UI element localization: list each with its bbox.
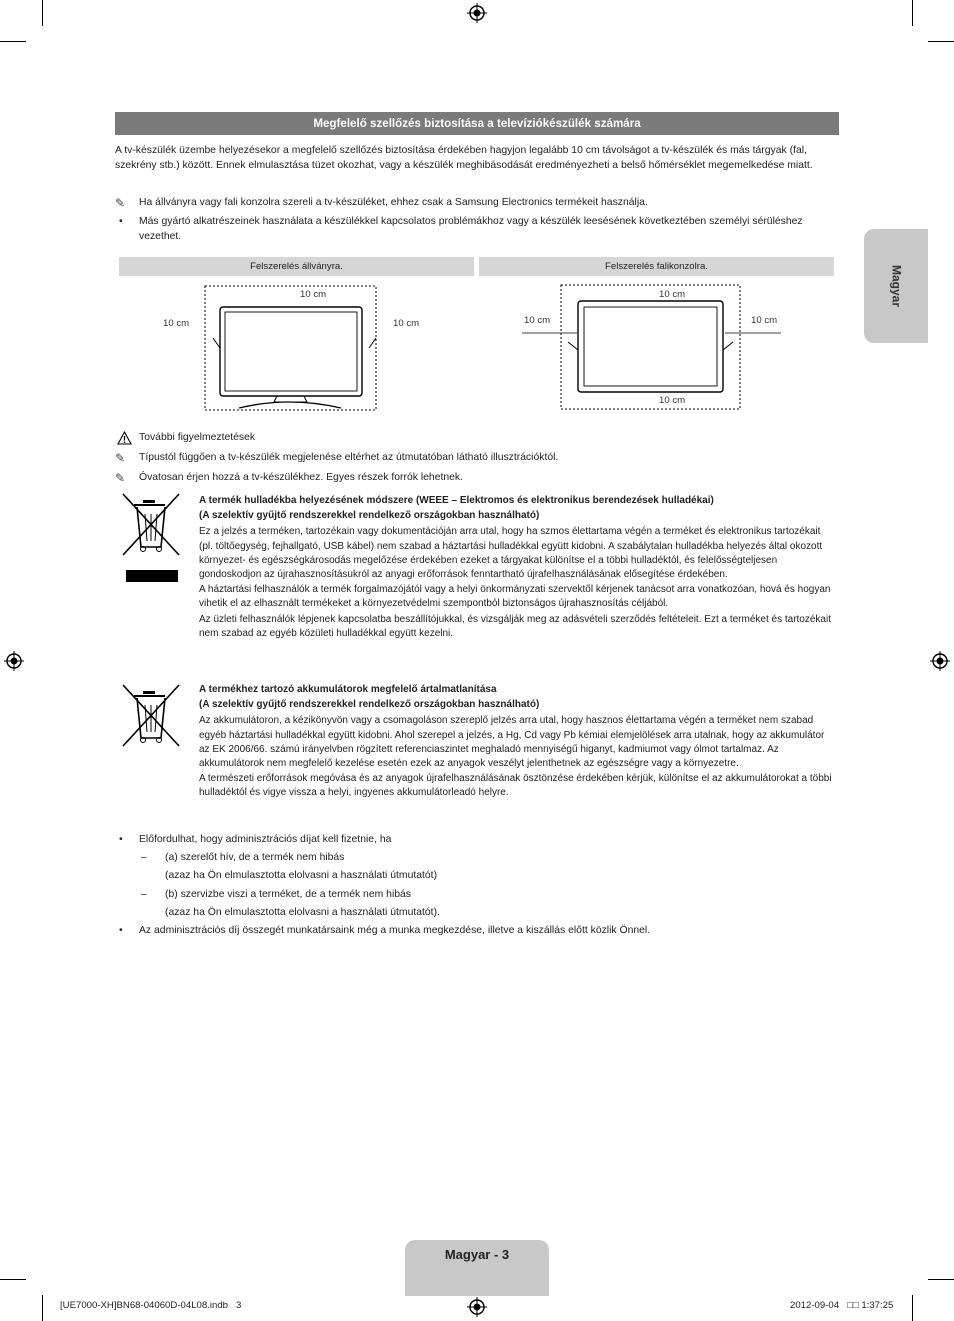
weee-title: A termék hulladékba helyezésének módszere (WEEE – Elektromos és elektronikus berendezések hulladékai) <box>199 495 714 506</box>
registration-mark-icon <box>4 651 24 671</box>
language-tab <box>864 229 928 343</box>
footer-file-name: [UE7000-XH]BN68-04060D-04L08.indb 3 <box>60 1300 242 1311</box>
dim-label-left: 10 cm <box>163 318 190 329</box>
note-icon: ✎ <box>115 196 126 210</box>
battery-subtitle: (A szelektív gyűjtő rendszerekkel rendelkező országokban használható) <box>199 699 540 711</box>
fees-bullet-text: Az adminisztrációs díj összegét munkatársaink még a munka megkezdése, illetve a kiszállás előtt közlik Önnel. <box>139 925 651 936</box>
crossed-out-battery-bin-icon <box>121 683 183 749</box>
page-number-tab <box>405 1240 549 1296</box>
warning-note <box>115 451 835 466</box>
fees-item-text: (azaz ha Ön elmulasztotta elolvasni a használati útmutatót). <box>165 906 440 918</box>
intro-paragraph: A tv-készülék üzembe helyezésekor a megfelelő szellőzés biztosítása érdekében hagyjon legalább 10 cm távolságot a tv-készülék és más tárgyak (fal, szekrény stb.) között. Ennek elmulasztása tüzet okozhat, vagy a készülék meghibásodását eredményezheti a belső hőmérséklet megemelkedése miatt. <box>115 145 813 171</box>
crop-mark <box>912 0 913 26</box>
dim-label-top: 10 cm <box>300 289 327 300</box>
bullet-icon: • <box>119 925 123 936</box>
dim-label-bottom: 10 cm <box>659 395 686 406</box>
bullet-icon: • <box>119 834 123 845</box>
crop-mark <box>0 1279 26 1280</box>
registration-mark-icon <box>467 3 487 23</box>
crop-mark <box>0 41 26 42</box>
wall-figure-label: Felszerelés falikonzolra. <box>479 257 834 276</box>
battery-paragraph: A természeti erőforrások megóvása és az anyagok újrafelhasználásának ösztönzése érdekében kérjük, különítse el az akkumulátorokat a többi hulladéktól és vigye vissza a helyi, ingyenes akkumulátorleadó helyre. <box>199 773 832 799</box>
stand-figure-label: Felszerelés állványra. <box>119 257 474 276</box>
fees-bullet-text: Előfordulhat, hogy adminisztrációs díjat kell fizetnie, ha <box>139 834 392 845</box>
warnings-heading <box>115 431 835 446</box>
intro-note <box>115 196 835 211</box>
wall-mount-diagram <box>479 278 835 412</box>
weee-paragraph: A háztartási felhasználók a termék forgalmazójától vagy a helyi önkormányzati szervektől kérjenek tanácsot arra vonatkozóan, hová és hogyan vihetik el az elhasznált termékeket a környezetvédelmi szempontból biztonságos újrahasznosítás céljából. <box>199 584 831 610</box>
intro-bullet-text: Más gyártó alkatrészeinek használata a készülékkel kapcsolatos problémákhoz vagy a készülék leesésének következtében személyi sérüléshez vezethet. <box>139 216 803 242</box>
footer-datetime: 2012-09-04 □□ 1:37:25 <box>790 1300 894 1311</box>
language-tab-label: Magyar <box>889 264 904 308</box>
battery-title: A termékhez tartozó akkumulátorok megfelelő ártalmatlanítása <box>199 684 497 695</box>
fees-item-text: (b) szervizbe viszi a terméket, de a termék nem hibás <box>165 889 412 900</box>
stand-mount-diagram <box>119 278 475 412</box>
page-number: Magyar - 3 <box>444 1247 510 1262</box>
warning-triangle-icon <box>117 431 132 445</box>
crop-mark <box>928 1279 954 1280</box>
crop-mark <box>42 1295 43 1321</box>
dim-label-left: 10 cm <box>524 315 551 326</box>
fees-item-b <box>141 888 765 920</box>
section-title: Megfelelő szellőzés biztosítása a televíziókészülék számára <box>115 112 839 135</box>
fees-bullet <box>115 833 835 848</box>
registration-mark-icon <box>467 1297 487 1317</box>
weee-section <box>199 494 836 641</box>
warning-note-text: Óvatosan érjen hozzá a tv-készülékhez. Egyes részek forrók lehetnek. <box>139 472 464 483</box>
note-icon: ✎ <box>115 451 126 465</box>
fees-item-text: (a) szerelőt hív, de a termék nem hibás <box>165 852 345 863</box>
warnings-title: További figyelmeztetések <box>139 432 256 443</box>
dash-icon: – <box>141 852 147 863</box>
intro-note-text: Ha állványra vagy fali konzolra szereli a tv-készüléket, ehhez csak a Samsung Electronics termékeit használja. <box>139 197 648 208</box>
dim-label-right: 10 cm <box>751 315 778 326</box>
dash-icon: – <box>141 889 147 900</box>
dim-label-right: 10 cm <box>393 318 420 329</box>
fees-item-a <box>141 851 765 883</box>
crop-mark <box>42 0 43 26</box>
fees-item-text: (azaz ha Ön elmulasztotta elolvasni a használati útmutatót) <box>165 869 438 881</box>
warning-note <box>115 471 835 486</box>
crossed-out-bin-icon <box>121 492 183 586</box>
note-icon: ✎ <box>115 471 126 485</box>
weee-paragraph: Ez a jelzés a terméken, tartozékain vagy dokumentációján arra utal, hogy ha szmos élettartama végén a terméket és elektronikus tartozékait (pl. töltőegység, fejhallgató, USB kábel) nem szabad a háztartási hulladékkal együtt kidobni. A szabálytalan hulladékba helyezés által okozott környezet- és egészségkárosodás megelőzése érdekében ezeket a tárgyakat különítse el a többi hulladéktól, és felelősségteljesen gondoskodjon az újrahasznosításukról az anyagi erőforrások fenntartható újrafelhasználásának elősegítése érdekében. <box>199 526 823 581</box>
battery-paragraph: Az akkumulátoron, a kézikönyvön vagy a csomagoláson szereplő jelzés arra utal, hogy hasznos élettartama végén a terméket nem szabad egyéb háztartási hulladékkal együtt kidobni. Ahol szerepel a jelzés, a Hg, Cd vagy Pb kémiai elemjelölések arra utalnak, hogy az akkumulátor az EK 2006/66. számú irányelvben rögzített referenciaszintet meghaladó mennyiségű higanyt, kadmiumot vagy ólmot tartalmaz. Az akkumulátorok nem megfelelő kezelése esetén ezek az anyagok veszélyt jelenthetnek az egészségre vagy a környezetre. <box>199 715 825 770</box>
weee-paragraph: Az üzleti felhasználók lépjenek kapcsolatba beszállítójukkal, és vizsgálják meg az adásvételi szerződés feltételeit. Ezt a terméket és tartozékait nem szabad az egyéb közületi hulladékkal együtt kezelni. <box>199 613 831 639</box>
warning-note-text: Típustól függően a tv-készülék megjelenése eltérhet az útmutatóban látható illusztrációktól. <box>139 452 559 463</box>
dim-label-top: 10 cm <box>659 289 686 300</box>
weee-subtitle: (A szelektív gyűjtő rendszerekkel rendelkező országokban használható) <box>199 510 540 522</box>
fees-bullet <box>115 924 835 939</box>
intro-bullet <box>115 215 835 244</box>
bullet-icon: • <box>119 216 123 227</box>
crop-mark <box>912 1295 913 1321</box>
battery-section <box>199 683 836 801</box>
registration-mark-icon <box>930 651 950 671</box>
crop-mark <box>928 41 954 42</box>
